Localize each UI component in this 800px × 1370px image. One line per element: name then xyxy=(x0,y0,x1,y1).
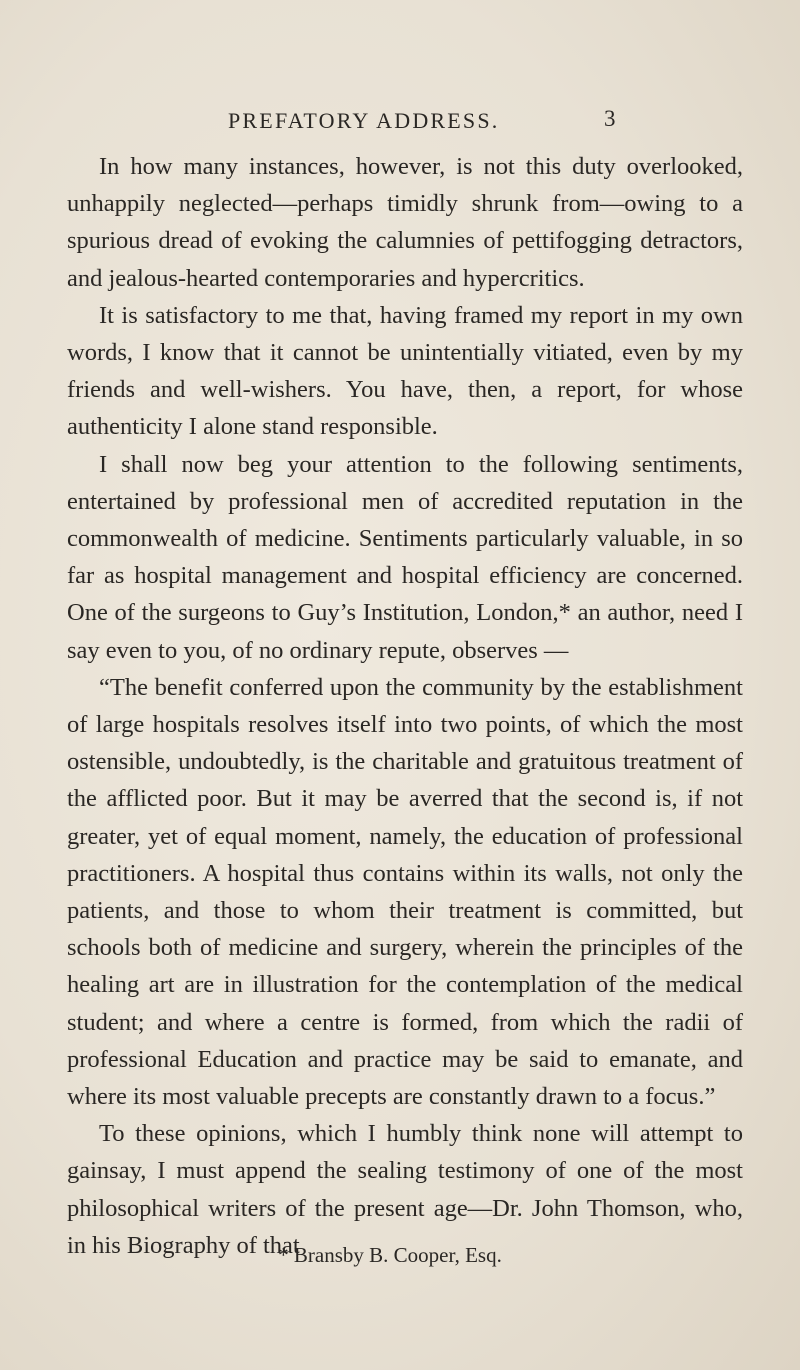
paragraph-duty-overlooked: In how many instances, however, is not this duty overlooked, unhappily neglected—perhaps timidly shrunk from—owing to a spurious dread of evoking the calumnies of pettifogging detractors, and jealous-hearted contemporaries and hypercritics. xyxy=(67,153,743,292)
footnote-text: * Bransby B. Cooper, Esq. xyxy=(278,1243,502,1267)
page-number: 3 xyxy=(604,106,616,131)
paragraph-opinions: To these opinions, which I humbly think none will attempt to gainsay, I must append the sealing testimony of one of the most philosophical writers of the present age—Dr. John Thomson, who, in his Biography of that xyxy=(67,1120,743,1259)
footnote xyxy=(0,1243,800,1268)
running-title: PREFATORY ADDRESS. xyxy=(228,108,500,133)
paragraph-quotation: “The benefit conferred upon the community by the establishment of large hospitals resolves itself into two points, of which the most ostensible, undoubtedly, is the charitable and gratuitous treatment of the afflicted poor. But it may be averred that the second is, if not greater, yet of equal moment, namely, the education of professional practitioners. A hospital thus contains within its walls, not only the patients, and those to whom their treatment is committed, but schools both of medicine and surgery, wherein the principles of the healing art are in illustration for the contemplation of the medical student; and where a centre is formed, from which the radii of professional Education and practice may be said to emanate, and where its most valuable precepts are constantly drawn to a focus.” xyxy=(67,673,743,1111)
paragraph-own-words: It is satisfactory to me that, having framed my report in my own words, I know that it cannot be unintentially vitiated, even by my friends and well-wishers. You have, then, a report, for whose authenticity I alone stand responsible. xyxy=(67,301,743,441)
body-text xyxy=(67,148,743,1264)
paragraph-sentiments: I shall now beg your attention to the following sentiments, entertained by professional men of accredited reputation in the commonwealth of medicine. Sentiments particularly valuable, in so far as hospital management and hospital efficiency are concerned. One of the surgeons to Guy’s Institution, London,* an author, need I say even to you, of no ordinary repute, observes — xyxy=(67,450,743,664)
